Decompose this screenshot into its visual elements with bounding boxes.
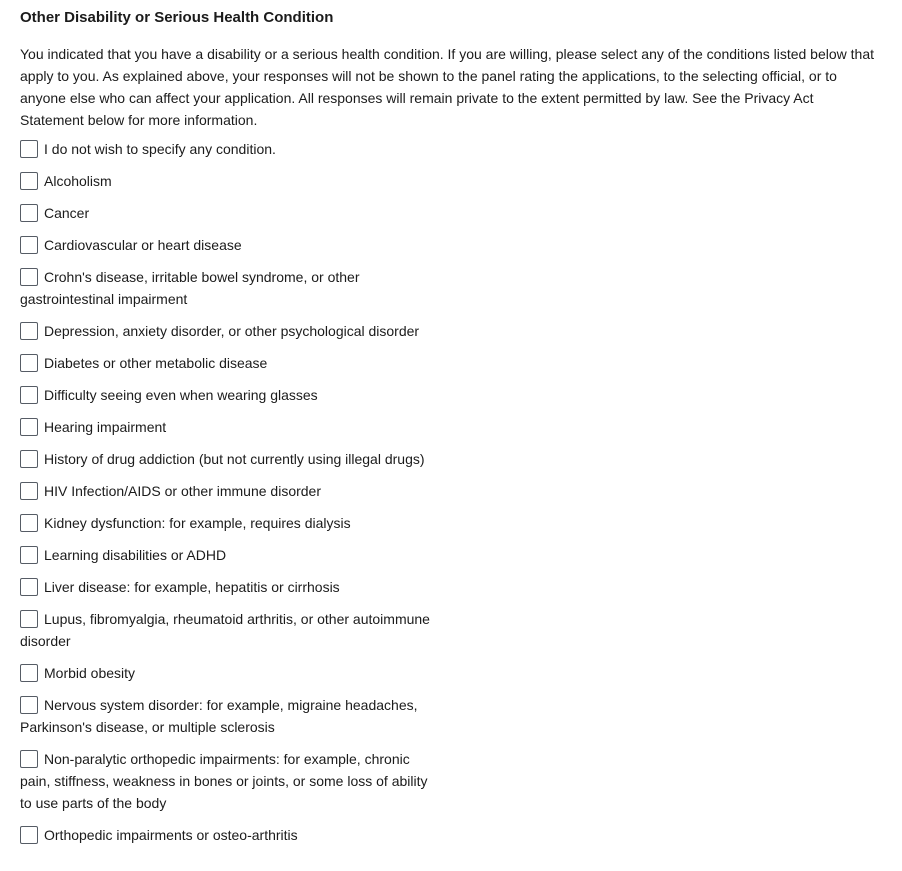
checkbox[interactable]: [20, 386, 38, 404]
section-title: Other Disability or Serious Health Condition: [20, 9, 334, 26]
checkbox-option-hiv[interactable]: [20, 480, 440, 502]
checkbox[interactable]: [20, 204, 38, 222]
section-intro: You indicated that you have a disability or a serious health condition. If you are willing, please select any of the conditions listed below that apply to you. As explained above, your responses will not be shown to the panel rating the applications, to the selecting official, or to anyone else who can affect your application. All responses will remain private to the extent permitted by law. See the Privacy Act Statement below for more information.: [20, 46, 875, 128]
checkbox-option-crohns[interactable]: [20, 266, 440, 310]
checkbox-option-diabetes[interactable]: [20, 352, 440, 374]
checkbox-option-lupus[interactable]: [20, 608, 440, 652]
checkbox[interactable]: [20, 140, 38, 158]
checkbox-option-obesity[interactable]: [20, 662, 440, 684]
checkbox-option-vision[interactable]: [20, 384, 440, 406]
checkbox-label[interactable]: Liver disease: for example, hepatitis or cirrhosis: [44, 579, 340, 595]
checkbox[interactable]: [20, 546, 38, 564]
checkbox[interactable]: [20, 514, 38, 532]
checkbox[interactable]: [20, 354, 38, 372]
checkbox-label[interactable]: HIV Infection/AIDS or other immune disorder: [44, 483, 322, 499]
checkbox[interactable]: [20, 236, 38, 254]
checkbox[interactable]: [20, 268, 38, 286]
checkbox-option-drug-addiction[interactable]: [20, 448, 440, 470]
checkbox-option-nervous-system[interactable]: [20, 694, 440, 738]
checkbox-label[interactable]: Nervous system disorder: for example, migraine headaches, Parkinson's disease, or multiple sclerosis: [20, 697, 418, 735]
checkbox[interactable]: [20, 418, 38, 436]
checkbox[interactable]: [20, 578, 38, 596]
checkbox-option-depression[interactable]: [20, 320, 440, 342]
checkbox[interactable]: [20, 322, 38, 340]
checkbox-option-orthopedic[interactable]: [20, 824, 440, 846]
checkbox[interactable]: [20, 750, 38, 768]
checkbox-label[interactable]: Cancer: [44, 205, 90, 221]
checkbox-label[interactable]: Cardiovascular or heart disease: [44, 237, 242, 253]
checkbox[interactable]: [20, 696, 38, 714]
checkbox[interactable]: [20, 450, 38, 468]
checkbox-label[interactable]: Learning disabilities or ADHD: [44, 547, 227, 563]
checkbox-label[interactable]: Crohn's disease, irritable bowel syndrome, or other gastrointestinal impairment: [20, 269, 360, 307]
checkbox[interactable]: [20, 664, 38, 682]
checkbox-label[interactable]: Depression, anxiety disorder, or other psychological disorder: [44, 323, 420, 339]
checkbox-label[interactable]: History of drug addiction (but not currently using illegal drugs): [44, 451, 425, 467]
checkbox-label[interactable]: Non-paralytic orthopedic impairments: for example, chronic pain, stiffness, weakness in bones or joints, or some loss of ability to use parts of the body: [20, 751, 428, 811]
checkbox-label[interactable]: Lupus, fibromyalgia, rheumatoid arthritis, or other autoimmune disorder: [20, 611, 430, 649]
checkbox-label[interactable]: Difficulty seeing even when wearing glasses: [44, 387, 318, 403]
checkbox-option-cardiovascular[interactable]: [20, 234, 440, 256]
checkbox-label[interactable]: Orthopedic impairments or osteo-arthritis: [44, 827, 298, 843]
checkbox-option-non-paralytic-orthopedic[interactable]: [20, 748, 440, 814]
checkbox-label[interactable]: Alcoholism: [44, 173, 112, 189]
checkbox[interactable]: [20, 482, 38, 500]
checkbox-option-no-specify[interactable]: [20, 138, 440, 160]
checkbox-option-alcoholism[interactable]: [20, 170, 440, 192]
checkbox-label[interactable]: Morbid obesity: [44, 665, 136, 681]
checkbox-option-kidney[interactable]: [20, 512, 440, 534]
checkbox-option-hearing[interactable]: [20, 416, 440, 438]
checkbox[interactable]: [20, 610, 38, 628]
checkbox-option-liver[interactable]: [20, 576, 440, 598]
checkbox-label[interactable]: Hearing impairment: [44, 419, 167, 435]
checkbox[interactable]: [20, 826, 38, 844]
checkbox-option-cancer[interactable]: [20, 202, 440, 224]
checkbox-label[interactable]: Diabetes or other metabolic disease: [44, 355, 268, 371]
condition-checkbox-list: [20, 138, 882, 846]
checkbox[interactable]: [20, 172, 38, 190]
checkbox-label[interactable]: I do not wish to specify any condition.: [44, 141, 276, 157]
checkbox-option-learning[interactable]: [20, 544, 440, 566]
checkbox-label[interactable]: Kidney dysfunction: for example, requires dialysis: [44, 515, 351, 531]
